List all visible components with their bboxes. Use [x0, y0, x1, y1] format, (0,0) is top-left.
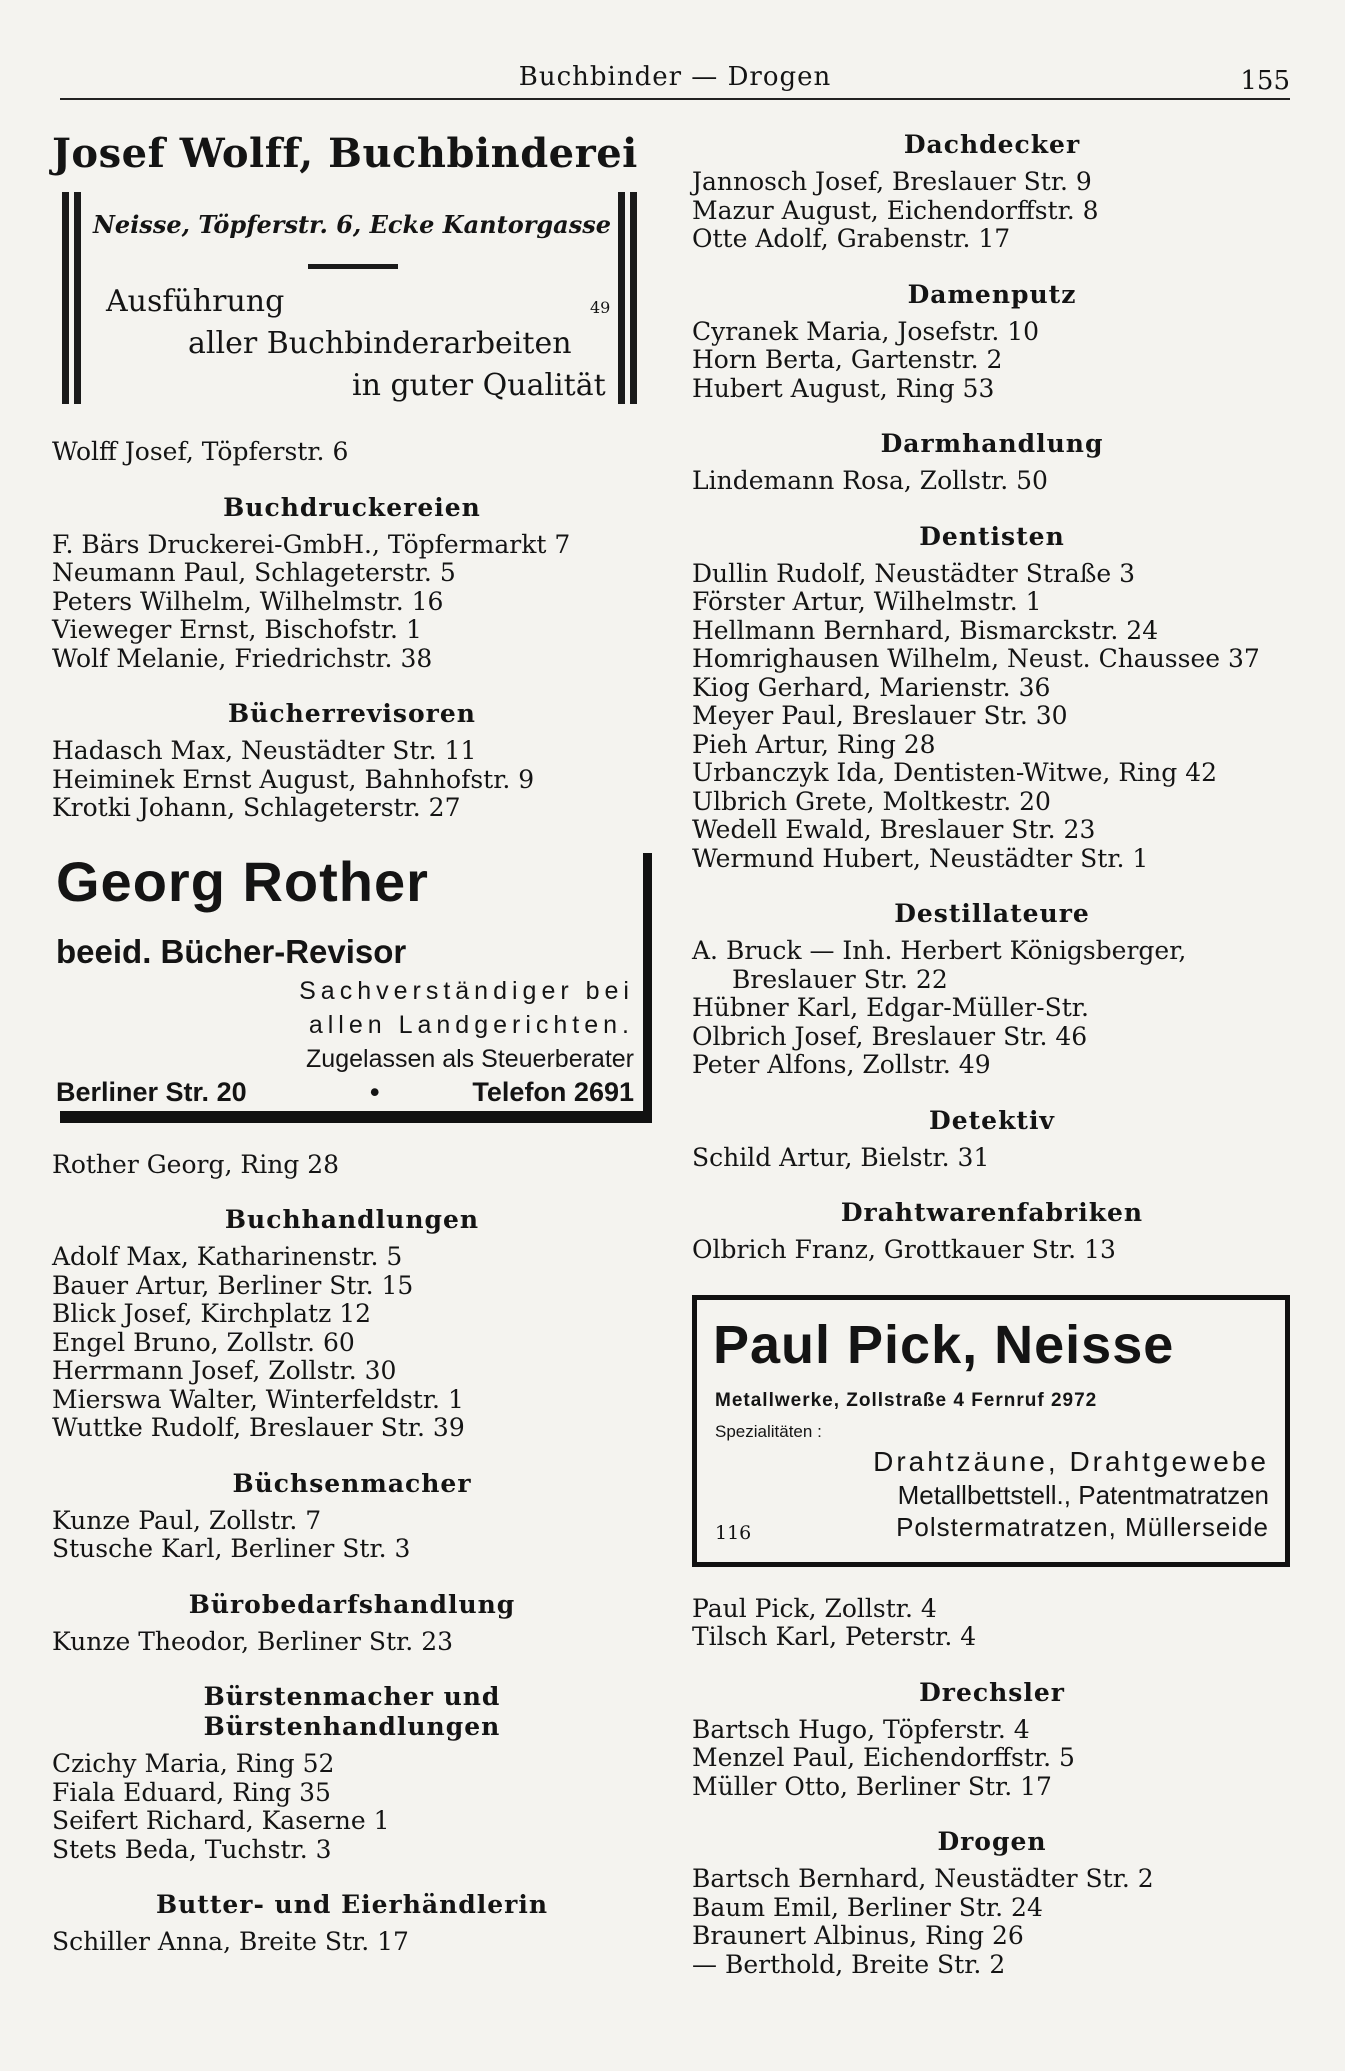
ad-pick-product: Drahtzäune, Drahtgewebe: [873, 1445, 1269, 1477]
section-drechsler: [692, 1678, 1292, 1802]
section-buchhandlungen: [52, 1205, 652, 1443]
ad-pick-spec-label: Spezialitäten :: [715, 1421, 822, 1441]
list-item: Bartsch Bernhard, Neustädter Str. 2: [692, 1864, 1154, 1893]
section-heading: Büchsenmacher: [232, 1468, 472, 1498]
ad-wolff-line2: aller Buchbinderarbeiten: [188, 326, 572, 361]
list-item: Blick Josef, Kirchplatz 12: [52, 1299, 372, 1328]
list-item: Fiala Eduard, Ring 35: [52, 1777, 331, 1807]
ad-pick-product: Metallbettstell., Patentmatratzen: [897, 1479, 1269, 1510]
running-head-title: Buchbinder — Drogen: [518, 62, 832, 92]
list-item: Herrmann Josef, Zollstr. 30: [52, 1356, 397, 1385]
ad-rother-role: beeid. Bücher-Revisor: [56, 932, 407, 970]
list-item: Neumann Paul, Schlageterstr. 5: [52, 558, 456, 587]
ad-border: [643, 853, 652, 1123]
section-butter: [52, 1890, 652, 1957]
list-item: Wedell Ewald, Breslauer Str. 23: [692, 815, 1096, 844]
ad-divider: [308, 264, 398, 269]
list-item: Peters Wilhelm, Wilhelmstr. 16: [52, 586, 444, 616]
list-item: Wolf Melanie, Friedrichstr. 38: [52, 643, 433, 673]
list-item: Kiog Gerhard, Marienstr. 36: [692, 672, 1051, 702]
list-item: F. Bärs Druckerei-GmbH., Töpfermarkt 7: [52, 529, 571, 559]
running-head: [60, 58, 1290, 98]
list-item: Heiminek Ernst August, Bahnhofstr. 9: [52, 764, 535, 794]
list-item: Olbrich Josef, Breslauer Str. 46: [692, 1021, 1088, 1051]
section-dentisten: [692, 522, 1292, 874]
list-item: Stusche Karl, Berliner Str. 3: [52, 1534, 411, 1563]
list-item: Olbrich Franz, Grottkauer Str. 13: [692, 1235, 1116, 1264]
section-heading: Darmhandlung: [880, 429, 1104, 458]
ad-rother-name: Georg Rother: [56, 849, 429, 913]
section-heading: Bürobedarfshandlung: [188, 1589, 516, 1619]
list-item: Pieh Artur, Ring 28: [692, 729, 936, 759]
section-heading: Bürstenmacher und Bürstenhandlungen: [203, 1682, 501, 1741]
section-drahtwaren: [692, 1198, 1292, 1265]
ad-pick-subtitle: Metallwerke, Zollstraße 4 Fernruf 2972: [715, 1389, 1098, 1411]
head-rule: [60, 98, 1290, 100]
list-item: Menzel Paul, Eichendorffstr. 5: [692, 1743, 1075, 1772]
ad-wolff-line3: in guter Qualität: [352, 368, 606, 403]
list-item: Meyer Paul, Breslauer Str. 30: [692, 701, 1068, 730]
ad-border: [62, 192, 69, 404]
list-item: Homrighausen Wilhelm, Neust. Chaussee 37: [692, 644, 1260, 673]
ad-rother: [52, 849, 652, 1129]
list-item: Hellmann Bernhard, Bismarckstr. 24: [692, 615, 1159, 645]
ad-rother-text: Zugelassen als Steuerberater: [306, 1044, 634, 1073]
list-item: Seifert Richard, Kaserne 1: [52, 1806, 390, 1835]
ad-pick-number: 116: [715, 1521, 752, 1544]
list-item: Hadasch Max, Neustädter Str. 11: [52, 736, 477, 765]
section-buechsenmacher: [52, 1469, 652, 1564]
list-item: Wermund Hubert, Neustädter Str. 1: [692, 843, 1149, 873]
list-item: Förster Artur, Wilhelmstr. 1: [692, 587, 1042, 616]
section-detektiv: [692, 1106, 1292, 1173]
list-item: Müller Otto, Berliner Str. 17: [692, 1771, 1052, 1801]
list-item: Schiller Anna, Breite Str. 17: [52, 1927, 409, 1956]
ad-pick-product: Polstermatratzen, Müllerseide: [896, 1511, 1269, 1542]
list-item: Vieweger Ernst, Bischofstr. 1: [52, 615, 422, 644]
section-buecherrevisoren: [52, 699, 652, 823]
section-heading: Damenputz: [907, 279, 1077, 309]
section-darmhandlung: [692, 429, 1292, 496]
section-heading: Drahtwarenfabriken: [840, 1198, 1144, 1227]
list-item: Jannosch Josef, Breslauer Str. 9: [692, 167, 1092, 196]
list-item: Czichy Maria, Ring 52: [52, 1749, 335, 1778]
list-item: Mierswa Walter, Winterfeldstr. 1: [52, 1384, 464, 1414]
list-item: — Berthold, Breite Str. 2: [692, 1949, 1006, 1979]
ad-border: [60, 1111, 650, 1123]
list-item: Braunert Albinus, Ring 26: [692, 1921, 1024, 1950]
section-heading: Butter- und Eierhändlerin: [155, 1890, 548, 1919]
list-item: Dullin Rudolf, Neustädter Straße 3: [692, 558, 1136, 588]
list-item: Kunze Paul, Zollstr. 7: [52, 1505, 322, 1535]
list-item: Bartsch Hugo, Töpferstr. 4: [692, 1714, 1030, 1744]
ad-border: [630, 192, 637, 404]
section-buchdruckereien: [52, 493, 652, 674]
list-item: Bauer Artur, Berliner Str. 15: [52, 1270, 414, 1300]
list-item: Peter Alfons, Zollstr. 49: [692, 1050, 991, 1079]
list-item: Kunze Theodor, Berliner Str. 23: [52, 1626, 454, 1656]
section-heading: Destillateure: [894, 899, 1090, 928]
section-damenputz: [692, 280, 1292, 404]
list-item: Engel Bruno, Zollstr. 60: [52, 1327, 355, 1357]
ad-wolff-address: Neisse, Töpferstr. 6, Ecke Kantorgasse: [92, 210, 611, 239]
list-item: Wolff Josef, Töpferstr. 6: [52, 437, 349, 466]
section-heading: Buchdruckereien: [223, 492, 481, 522]
section-heading: Dentisten: [919, 521, 1065, 551]
list-item: Wuttke Rudolf, Breslauer Str. 39: [52, 1413, 465, 1442]
ad-wolff-title: Josef Wolff, Buchbinderei: [52, 130, 638, 177]
list-item: Baum Emil, Berliner Str. 24: [692, 1892, 1043, 1922]
list-item: Rother Georg, Ring 28: [52, 1149, 340, 1179]
ad-wolff: [52, 130, 642, 412]
ad-border: [74, 192, 81, 404]
ad-pick: [692, 1295, 1290, 1567]
ad-rother-text: Sachverständiger bei: [299, 976, 634, 1005]
list-item: Otte Adolf, Grabenstr. 17: [692, 224, 1011, 253]
page-number: 155: [1240, 66, 1290, 96]
ad-rother-bullet: •: [370, 1076, 380, 1107]
ad-wolff-number: 49: [590, 298, 611, 317]
section-destillateure: [692, 899, 1292, 1080]
list-item: A. Bruck — Inh. Herbert Königsberger,: [692, 936, 1187, 965]
list-item: Cyranek Maria, Josefstr. 10: [692, 316, 1040, 346]
section-buerobedarf: [52, 1590, 652, 1657]
list-item: Lindemann Rosa, Zollstr. 50: [692, 466, 1048, 495]
list-item: Mazur August, Eichendorffstr. 8: [692, 195, 1099, 225]
list-item: Urbanczyk Ida, Dentisten-Witwe, Ring 42: [692, 758, 1217, 787]
ad-border: [618, 192, 625, 404]
ad-rother-text: allen Landgerichten.: [308, 1010, 634, 1039]
section-heading: Buchhandlungen: [224, 1205, 480, 1234]
section-buerstenmacher: [52, 1682, 652, 1864]
ad-wolff-line1: Ausführung: [106, 284, 285, 319]
right-column: [692, 130, 1292, 1979]
list-item: Ulbrich Grete, Moltkestr. 20: [692, 786, 1051, 816]
list-item: Schild Artur, Bielstr. 31: [692, 1142, 990, 1172]
section-heading: Drogen: [937, 1827, 1047, 1856]
list-item: Horn Berta, Gartenstr. 2: [692, 345, 1003, 374]
list-item: Paul Pick, Zollstr. 4: [692, 1593, 937, 1623]
ad-rother-phone: Telefon 2691: [472, 1076, 634, 1107]
section-heading: Drechsler: [919, 1677, 1065, 1707]
section-dachdecker: [692, 130, 1292, 254]
ad-pick-name: Paul Pick, Neisse: [713, 1314, 1175, 1375]
section-drogen: [692, 1827, 1292, 1979]
section-heading: Detektiv: [929, 1105, 1055, 1135]
left-column: [52, 130, 652, 1957]
section-heading: Dachdecker: [903, 130, 1081, 159]
list-item: Hübner Karl, Edgar-Müller-Str.: [692, 993, 1089, 1022]
list-item: Tilsch Karl, Peterstr. 4: [692, 1622, 977, 1651]
list-item: Breslauer Str. 22: [732, 964, 948, 994]
list-item: Krotki Johann, Schlageterstr. 27: [52, 793, 461, 822]
list-item: Adolf Max, Katharinenstr. 5: [52, 1242, 403, 1271]
section-heading: Bücherrevisoren: [228, 699, 476, 728]
list-item: Hubert August, Ring 53: [692, 373, 995, 403]
list-item: Stets Beda, Tuchstr. 3: [52, 1834, 332, 1864]
ad-rother-street: Berliner Str. 20: [56, 1076, 247, 1107]
